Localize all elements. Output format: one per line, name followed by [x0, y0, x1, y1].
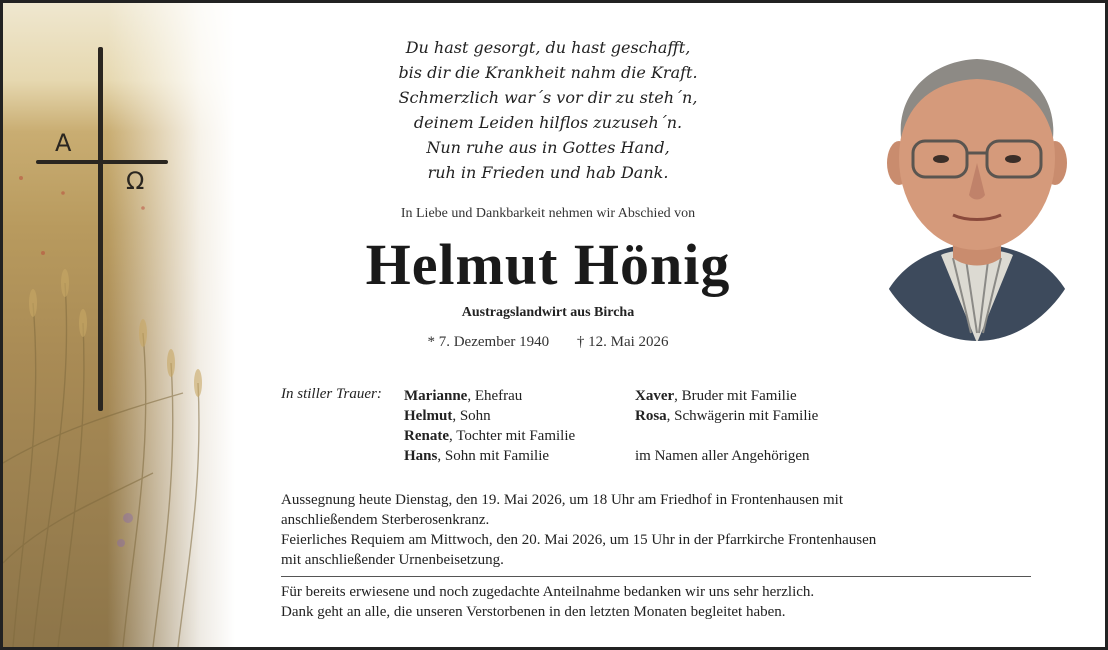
- memorial-poem: [373, 35, 723, 185]
- life-dates: [333, 334, 763, 351]
- notice-line: Feierliches Requiem am Mittwoch, den 20. Mai 2026, um 15 Uhr in der Pfarrkirche Frontenhausen: [281, 532, 877, 548]
- mourner-entry: [635, 406, 818, 426]
- deceased-name: Helmut Hönig: [365, 232, 731, 297]
- poem-line: ruh in Frieden und hab Dank.: [427, 163, 669, 182]
- mourner-name: Rosa: [635, 408, 667, 424]
- thanks-line: Für bereits erwiesene und noch zugedachte Anteilnahme bedanken wir uns sehr herzlich.: [281, 584, 815, 600]
- divider: [281, 576, 1031, 577]
- mourners-list-right: [635, 386, 818, 466]
- mourner-name: Hans: [404, 448, 438, 464]
- mourner-relation: , Ehefrau: [467, 388, 523, 404]
- portrait-photo: [861, 43, 1093, 341]
- cross-horizontal-bar: [36, 160, 168, 164]
- birth-date: * 7. Dezember 1940: [427, 334, 550, 350]
- family-footer: im Namen aller Angehörigen: [635, 448, 810, 464]
- mourners-label: In stiller Trauer:: [281, 386, 382, 402]
- mourner-relation: , Tochter mit Familie: [449, 428, 576, 444]
- mourner-name: Xaver: [635, 388, 675, 404]
- poem-line: Nun ruhe aus in Gottes Hand,: [426, 138, 670, 157]
- mourner-name: Marianne: [404, 388, 468, 404]
- mourner-relation: , Schwägerin mit Familie: [666, 408, 819, 424]
- notice-line: Aussegnung heute Dienstag, den 19. Mai 2026, um 18 Uhr am Friedhof in Frontenhausen mit: [281, 492, 844, 508]
- mourner-entry: [404, 386, 575, 406]
- alpha-symbol: A: [55, 129, 72, 157]
- portrait-illustration: [861, 43, 1093, 341]
- mourner-name: Renate: [404, 428, 449, 444]
- wheat-field-image: [3, 3, 235, 647]
- mourner-relation: , Bruder mit Familie: [674, 388, 797, 404]
- mourner-name: Helmut: [404, 408, 453, 424]
- mourner-entry: [404, 446, 575, 466]
- poem-line: bis dir die Krankheit nahm die Kraft.: [398, 63, 698, 82]
- mourner-entry: [635, 386, 818, 406]
- mourner-entry: [404, 406, 575, 426]
- cross-vertical-bar: [98, 47, 103, 411]
- spacer: [635, 426, 818, 446]
- poem-line: deinem Leiden hilflos zuzuseh´n.: [413, 113, 683, 132]
- poem-line: Du hast gesorgt, du hast geschafft,: [405, 38, 691, 57]
- mourner-entry: [404, 426, 575, 446]
- deceased-occupation: Austragslandwirt aus Bircha: [461, 305, 635, 320]
- farewell-intro: In Liebe und Dankbarkeit nehmen wir Abschied von: [400, 206, 696, 221]
- notice-line: anschließendem Sterberosenkranz.: [281, 512, 490, 528]
- omega-symbol: Ω: [126, 167, 145, 195]
- mourner-relation: , Sohn mit Familie: [437, 448, 550, 464]
- wheat-stalks-graphic: [3, 3, 235, 647]
- poem-line: Schmerzlich war´s vor dir zu steh´n,: [398, 88, 698, 107]
- notice-line: mit anschließender Urnenbeisetzung.: [281, 552, 504, 568]
- thanks-note: [281, 582, 1031, 622]
- mourner-relation: , Sohn: [452, 408, 491, 424]
- thanks-line: Dank geht an alle, die unseren Verstorbenen in den letzten Monaten begleitet haben.: [281, 604, 786, 620]
- death-date: † 12. Mai 2026: [576, 334, 669, 350]
- mourners-list-left: [404, 386, 575, 466]
- service-announcement: [281, 490, 1031, 570]
